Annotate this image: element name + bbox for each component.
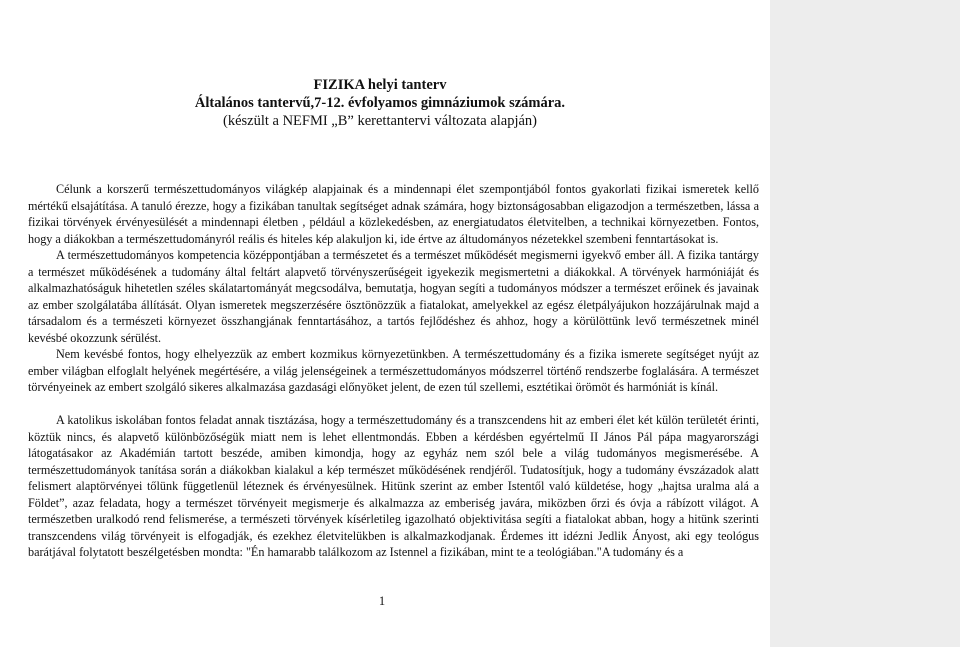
paragraph: Nem kevésbé fontos, hogy elhelyezzük az embert kozmikus környezetünkben. A természettudomány és a fizika ismerete segítséget nyújt az ember világban elfoglalt helyének megértésére, a világ jelenségeinek a természettudományos módszerrel történő rendszerbe foglalására. A természet törvényeinek az embert szolgáló sikeres alkalmazása gazdasági előnyöket jelent, de ezen túl szellemi, esztétikai örömöt és harmóniát is kínál. — [28, 347, 759, 394]
document-subtitle: Általános tantervű,7-12. évfolyamos gimnáziumok számára. — [194, 95, 566, 111]
paragraph: A katolikus iskolában fontos feladat annak tisztázása, hogy a természettudomány és a transzcendens hit az emberi élet két külön területét érinti, köztük nincs, és alapvető különbözőségük miatt nem is lehet ellentmondás. Ebben a kérdésben egyértelmű II János Pál pápa magyarországi látogatásakor az Akadémián tartott beszéde, amiben kimondja, hogy az egyház nem szól bele a világ tudományos megismerésébe. A természettudományok tanítása során a diákokban kialakul a kép természet működésének rendjéről. Tudatosítjuk, hogy a tudomány évszázadok alatt felismert alaptörvényei tőlünk függetlenül léteznek és érvényesülnek. Hitünk szerint az ember Istentől való küldetése, hogy „hajtsa uralma alá a Földet”, azaz feladata, hogy a természet törvényeit megismerje és alkalmazza az emberiség javára, miközben őrzi és óvja a rábízott világot. A természetben uralkodó rend felismerése, a természeti törvények kísérletileg igazolható objektivitása segíti a fiatalokat abban, hogy a hitünk szerinti transzcendens világ törvényeit is elfogadják, és ezekhez életvitelükben is alkalmazkodjanak. Érdemes itt idézni Jedlik Ányost, aki egy teológus barátjával folytatott beszélgetésben mondta: "Én hamarabb találkozom az Istennel a fizikában, mint te a teológiában."A tudomány és a — [28, 413, 759, 559]
document-source-note: (készült a NEFMI „B” kerettantervi változata alapján) — [222, 113, 538, 129]
paragraph: A természettudományos kompetencia középpontjában a természetet és a természet működését megismerni igyekvő ember áll. A fizika tantárgy a természet működésének a tudomány által feltárt alapvető törvényszerűségeit igyekezik megismertetni a diákokkal. A törvények harmóniáját és alkalmazhatóságuk hihetetlen széles skálatartományát megcsodálva, bemutatja, hogyan segíti a tudományos módszer a természet erőinek és javainak az ember szolgálatába állítását. Olyan ismeretek megszerzésére ösztönözzük a fiatalokat, amelyekkel az egész életpályájukon hozzájárulnak majd a társadalom és a természeti környezet összhangjának fenntartásához, a tartós fejlődéshez és ahhoz, hogy a körülöttünk levő természetnek minél kevésbé okozzunk sérülést. — [28, 248, 759, 345]
side-panel — [770, 0, 960, 647]
document-title: FIZIKA helyi tanterv — [313, 77, 447, 93]
paragraph: Célunk a korszerű természettudományos világkép alapjainak és a mindennapi élet szempontjából fontos gyakorlati fizikai ismeretek kellő mértékű elsajátítása. A tanuló érezze, hogy a fizikában tanultak segítséget adnak számára, hogy biztonságosabban eligazodjon a természetben, lássa a fizikai törvények érvényesülését a mindennapi életben , például a közlekedésben, az energiatudatos életvitelben, a technikai környezetben. Fontos, hogy a diákokban a természettudományról reális és hiteles kép alakuljon ki, ide értve az áltudományos nézetekkel szembeni fenntartásokat is. — [28, 182, 759, 246]
title-block — [0, 76, 760, 130]
document-body — [28, 181, 759, 561]
page-number: 1 — [378, 594, 386, 608]
